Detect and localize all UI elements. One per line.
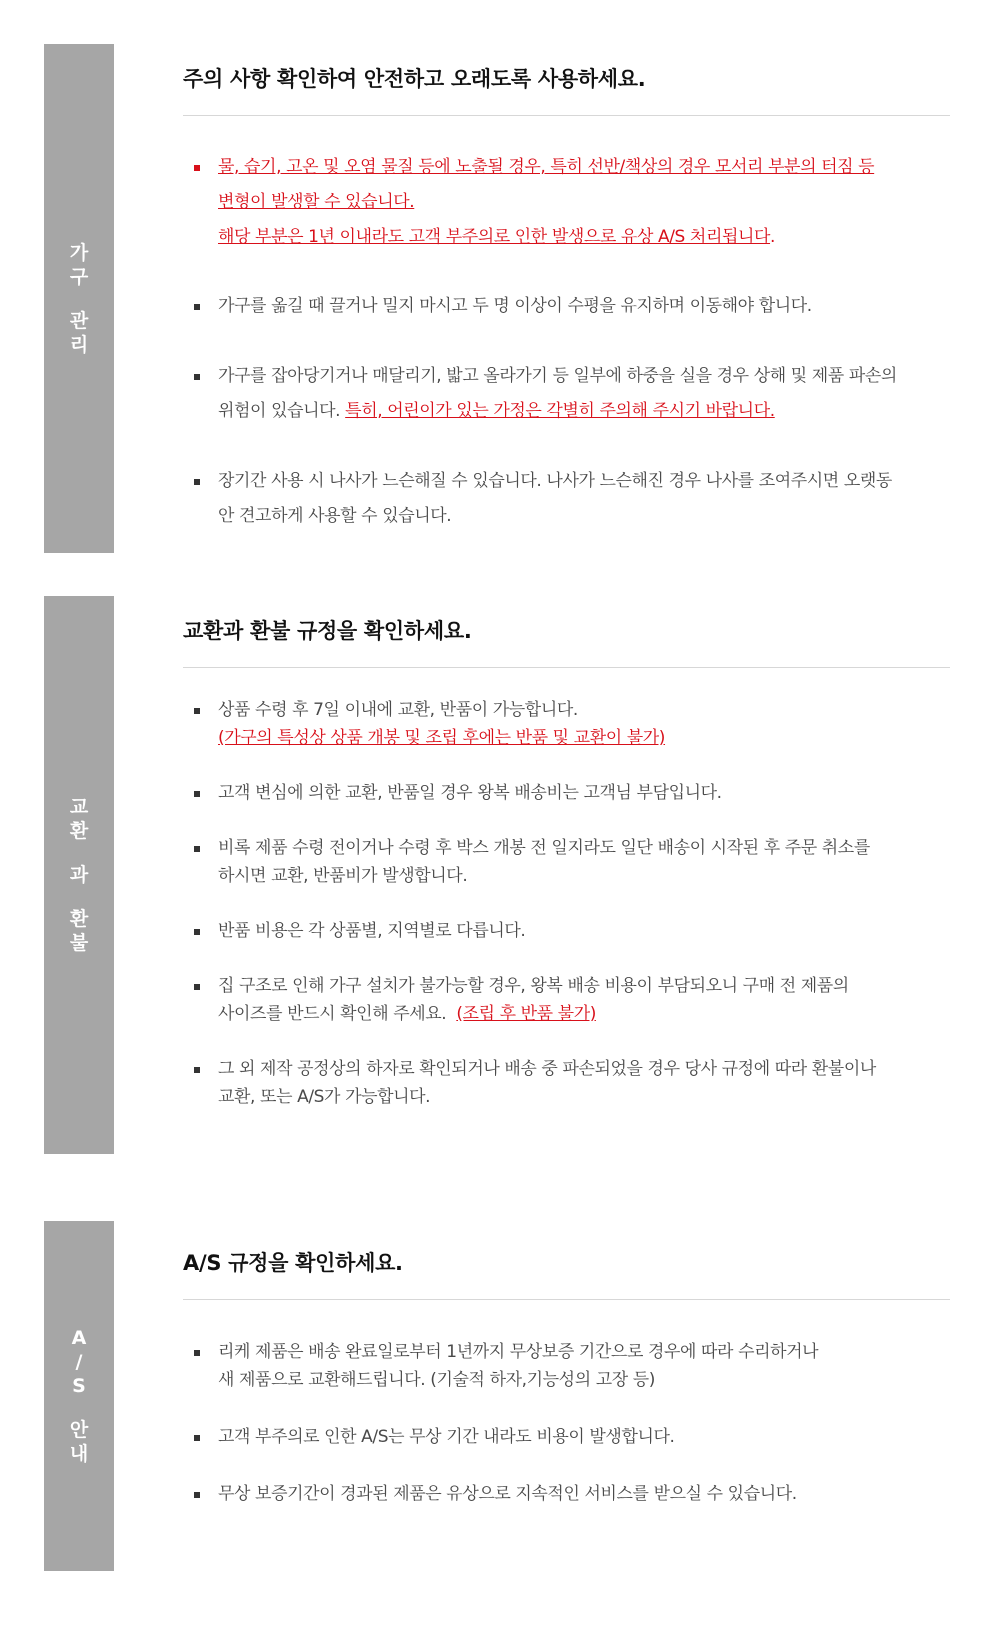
bullet-icon [194,479,200,485]
list-item [183,464,950,534]
bullet-icon [194,984,200,990]
side-label-char: / [75,1351,83,1373]
item-text: 교환, 또는 A/S가 가능합니다. [218,1087,431,1107]
furniture-care-section [0,44,1000,553]
policy-list [183,696,950,1111]
side-label-char: A [71,1327,87,1349]
warning-text: 해당 부분은 1년 이내라도 고객 부주의로 인한 발생으로 유상 A/S 처리됩니다 [218,227,771,247]
bullet-icon [194,304,200,310]
list-item [183,359,950,429]
section-side-label [44,44,114,553]
item-text: 비록 제품 수령 전이거나 수령 후 박스 개봉 전 일지라도 일단 배송이 시작된 후 주문 취소를 [218,838,870,858]
list-item [183,289,950,324]
side-label-char: 교 [69,796,89,818]
section-side-label [44,1221,114,1571]
item-text: 그 외 제작 공정상의 하자로 확인되거나 배송 중 파손되었을 경우 당사 규정에 따라 환불이나 [218,1059,876,1079]
section-heading: 주의 사항 확인하여 안전하고 오래도록 사용하세요. [183,67,646,91]
list-item [183,834,950,890]
item-text: 안 견고하게 사용할 수 있습니다. [218,506,452,526]
side-label-char: 리 [69,333,89,356]
list-item [183,1338,950,1394]
item-text: 무상 보증기간이 경과된 제품은 유상으로 지속적인 서비스를 받으실 수 있습니다. [218,1484,797,1504]
item-text: 가구를 옮길 때 끌거나 밀지 마시고 두 명 이상이 수평을 유지하며 이동해야 합니다. [218,296,812,316]
side-label-char: 불 [69,932,89,954]
item-text: 반품 비용은 각 상품별, 지역별로 다릅니다. [218,921,526,941]
item-text: 리케 제품은 배송 완료일로부터 1년까지 무상보증 기간으로 경우에 따라 수리하거나 [218,1342,819,1362]
list-item [183,150,950,255]
section-heading: A/S 규정을 확인하세요. [183,1251,403,1275]
list-item [183,696,950,752]
bullet-icon [194,374,200,380]
warning-text: 특히, 어린이가 있는 가정은 각별히 주의해 주시기 바랍니다. [345,401,775,421]
side-label-char: S [72,1375,86,1397]
divider [183,115,950,116]
section-content [183,44,950,534]
item-text: 사이즈를 반드시 확인해 주세요. [218,1004,457,1024]
list-item [183,1480,950,1508]
side-label-char: 과 [69,864,89,886]
side-label-char: 관 [69,309,89,332]
bullet-icon [194,1350,200,1356]
warning-line [218,220,950,255]
as-policy-list [183,1338,950,1508]
item-text: 가구를 잡아당기거나 매달리기, 밟고 올라가기 등 일부에 하중을 실을 경우 상해 및 제품 파손의 [218,366,897,386]
bullet-icon [194,846,200,852]
section-side-label [44,596,114,1154]
side-label-char: 가 [69,241,89,264]
item-text: 위험이 있습니다. [218,401,346,421]
item-text: 고객 변심에 의한 교환, 반품일 경우 왕복 배송비는 고객님 부담입니다. [218,783,722,803]
item-text: 집 구조로 인해 가구 설치가 불가능할 경우, 왕복 배송 비용이 부담되오니 구매 전 제품의 [218,976,849,996]
item-text: 새 제품으로 교환해드립니다. (기술적 하자,기능성의 고장 등) [218,1370,656,1390]
section-content [183,1221,950,1508]
period: . [770,227,776,247]
side-label-char: 환 [69,820,89,842]
bullet-icon [194,708,200,714]
divider [183,1299,950,1300]
item-text: 하시면 교환, 반품비가 발생합니다. [218,866,468,886]
bullet-icon [194,165,200,171]
item-line [218,1000,950,1028]
item-text: 상품 수령 후 7일 이내에 교환, 반품이 가능합니다. [218,700,578,720]
warning-text: (가구의 특성상 상품 개봉 및 조립 후에는 반품 및 교환이 불가) [218,728,666,748]
bullet-icon [194,1492,200,1498]
item-text: 고객 부주의로 인한 A/S는 무상 기간 내라도 비용이 발생합니다. [218,1427,675,1447]
item-line [218,394,950,429]
as-info-section [0,1221,1000,1571]
bullet-icon [194,929,200,935]
exchange-refund-section [0,596,1000,1154]
bullet-icon [194,791,200,797]
side-label-char: 환 [69,908,89,930]
warning-text: 물, 습기, 고온 및 오염 물질 등에 노출될 경우, 특히 선반/책상의 경우 모서리 부분의 터짐 등 [218,157,875,177]
divider [183,667,950,668]
list-item [183,972,950,1028]
bullet-icon [194,1435,200,1441]
list-item [183,1055,950,1111]
section-heading: 교환과 환불 규정을 확인하세요. [183,619,472,643]
list-item [183,779,950,807]
notice-list [183,150,950,534]
bullet-icon [194,1067,200,1073]
warning-text: (조립 후 반품 불가) [456,1004,596,1024]
list-item [183,917,950,945]
side-label-char: 구 [69,265,89,288]
list-item [183,1423,950,1451]
item-text: 장기간 사용 시 나사가 느슨해질 수 있습니다. 나사가 느슨해진 경우 나사를 조여주시면 오랫동 [218,471,892,491]
side-label-char: 안 [69,1419,89,1441]
side-label-char: 내 [69,1443,89,1465]
section-content [183,596,950,1111]
warning-text: 변형이 발생할 수 있습니다. [218,192,415,212]
